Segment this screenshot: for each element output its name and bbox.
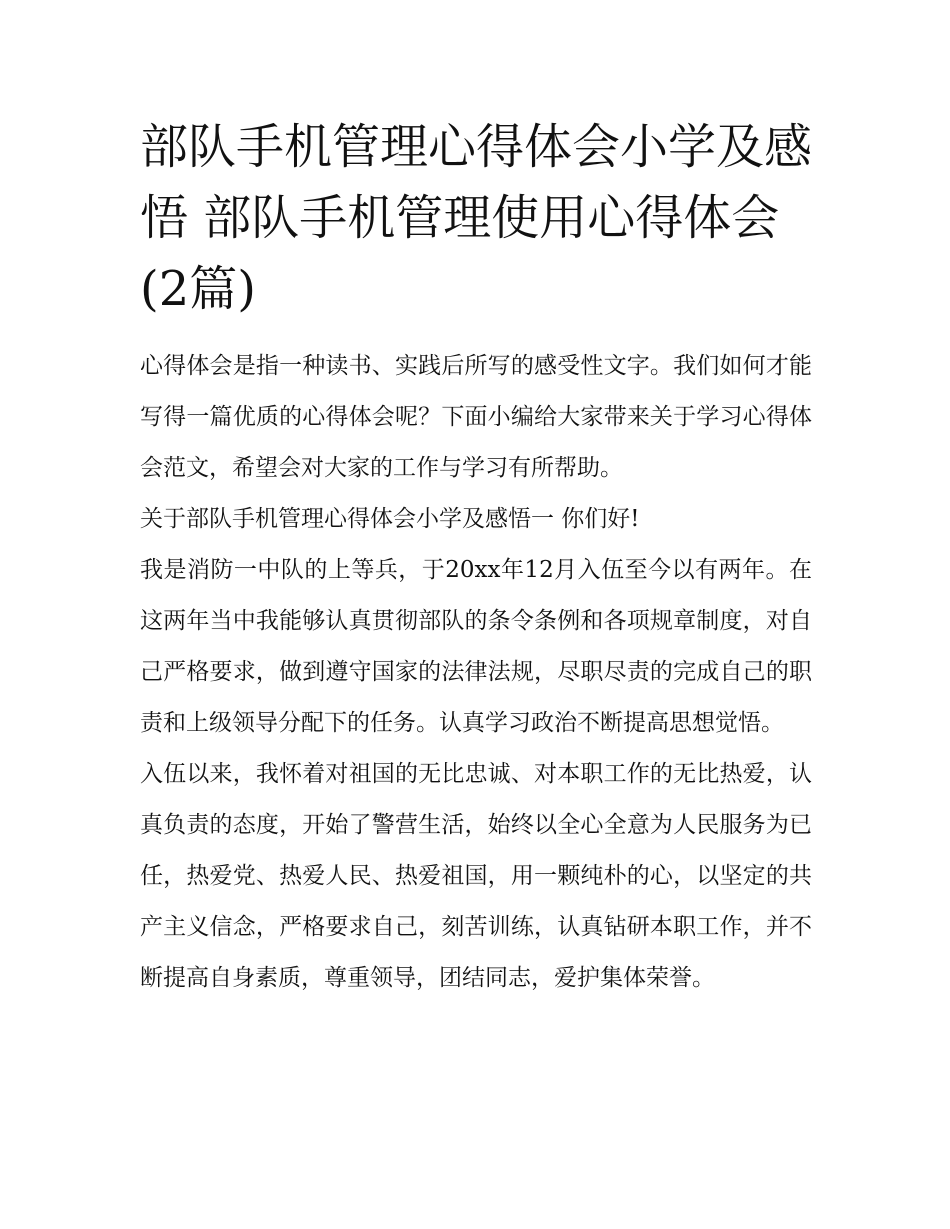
paragraph-intro: 心得体会是指一种读书、实践后所写的感受性文字。我们如何才能写得一篇优质的心得体会呢？下面小编给大家带来关于学习心得体会范文，希望会对大家的工作与学习有所帮助。 (140, 353, 812, 481)
document-title: 部队手机管理心得体会小学及感悟 部队手机管理使用心得体会(2篇) (140, 119, 813, 317)
paragraph-self-introduction: 我是消防一中队的上等兵，于20xx年12月入伍至今以有两年。在这两年当中我能够认真贯彻部队的条令条例和各项规章制度，对自己严格要求，做到遵守国家的法律法规，尽职尽责的完成自己的职责和上级领导分配下的任务。认真学习政治不断提高思想觉悟。 (140, 557, 812, 736)
paragraph-heading-one: 关于部队手机管理心得体会小学及感悟一 你们好! (140, 506, 640, 532)
paragraph-since-enlistment: 入伍以来，我怀着对祖国的无比忠诚、对本职工作的无比热爱，认真负责的态度，开始了警营生活，始终以全心全意为人民服务为已任，热爱党、热爱人民、热爱祖国，用一颗纯朴的心，以坚定的共产主义信念，严格要求自己，刻苦训练，认真钻研本职工作，并不断提高自身素质，尊重领导，团结同志，爱护集体荣誉。 (140, 761, 812, 991)
document-page (140, 112, 812, 1004)
